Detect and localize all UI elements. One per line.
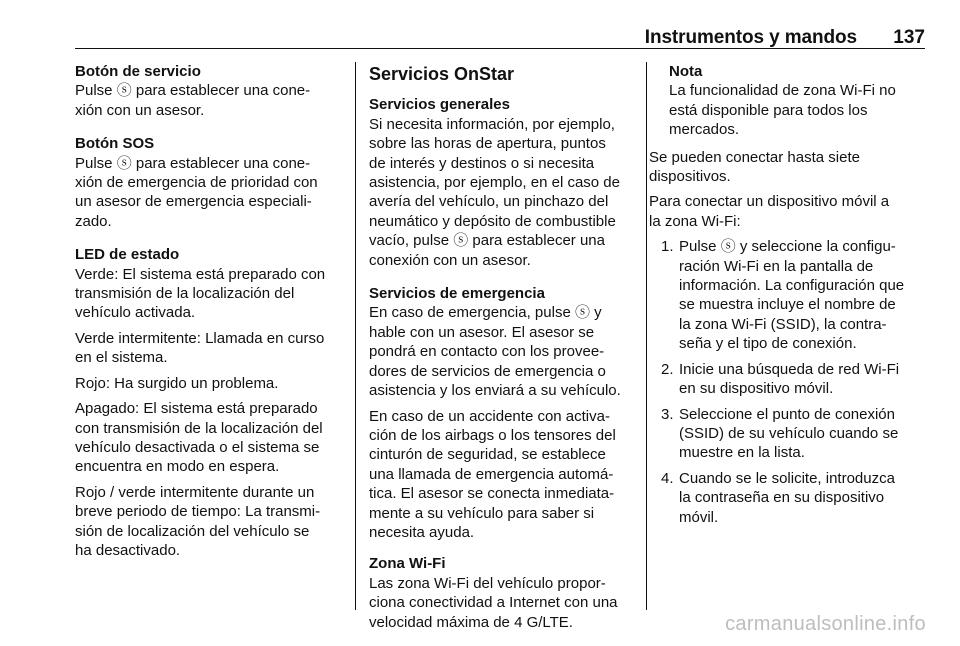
list-item (661, 237, 929, 353)
page-number: 137 (893, 27, 925, 48)
step-number: 3. (661, 405, 674, 423)
service-button-section (75, 62, 343, 120)
step-text: Pulse ⓢ y seleccione la configu- ración Wi-Fi en la pantalla de información. La configuración que se muestra incluye el nombre de la zona Wi-Fi (SSID), la contra- seña y el tipo de conexión. (679, 238, 905, 353)
column-left (75, 62, 343, 566)
led-red-text: Rojo: Ha surgido un problema. (75, 374, 279, 392)
emergency-accident-text: En caso de un accidente con activa- ción de los airbags o los tensores del cinturón de seguridad, se establece una llamada de emergencia automá- tica. El asesor se conecta inmediata- mente a su vehículo para saber si necesita ayuda. (369, 407, 616, 541)
devices-limit-text: Se pueden conectar hasta siete dispositivos. (649, 148, 860, 186)
list-item (661, 469, 929, 527)
sos-button-text: Pulse ⓢ para establecer una cone- xión de emergencia de prioridad con un asesor de emergencia especiali- zado. (75, 154, 318, 230)
status-led-heading: LED de estado (75, 246, 180, 264)
service-button-heading: Botón de servicio (75, 63, 201, 80)
led-green-blinking-text: Verde intermitente: Llamada en curso en el sistema. (75, 329, 325, 367)
wifi-heading: Zona Wi-Fi (369, 555, 446, 573)
step-text: Inicie una búsqueda de red Wi-Fi en su dispositivo móvil. (679, 360, 900, 398)
connect-intro-text: Para conectar un dispositivo móvil a la zona Wi-Fi: (649, 193, 890, 230)
column-right (649, 62, 929, 533)
step-text: Seleccione el punto de conexión (SSID) de su vehículo cuando se muestre en la lista. (679, 405, 899, 462)
emergency-services-text: En caso de emergencia, pulse ⓢ y hable con un asesor. El asesor se pondrá en contacto con los provee- dores de servicios de emergencia o asistencia y los enviará a su vehículo. (369, 304, 621, 400)
wifi-text: Las zona Wi-Fi del vehículo propor- ciona conectividad a Internet con una velocidad máxima de 4 G/LTE. (369, 574, 618, 631)
note-text: La funcionalidad de zona Wi-Fi no está disponible para todos los mercados. (669, 82, 896, 139)
watermark-text: carmanualsonline.info (725, 613, 926, 635)
column-divider-1 (355, 62, 356, 610)
led-off-text: Apagado: El sistema está preparado con transmisión de la localización del vehículo desactivada o el sistema se encuentra en modo en espera. (75, 400, 323, 476)
onstar-section-title: Servicios OnStar (369, 64, 515, 84)
note-heading: Nota (669, 63, 703, 80)
list-item (661, 360, 929, 399)
emergency-services-section (369, 284, 637, 542)
emergency-services-heading: Servicios de emergencia (369, 285, 545, 303)
connection-steps-list (649, 237, 929, 527)
general-services-section (369, 95, 637, 270)
column-divider-2 (646, 62, 647, 610)
led-green-text: Verde: El sistema está preparado con transmisión de la localización del vehículo activada. (75, 265, 326, 322)
general-services-heading: Servicios generales (369, 96, 510, 114)
service-button-text: Pulse ⓢ para establecer una cone- xión con un asesor. (75, 82, 311, 119)
column-middle (369, 62, 637, 646)
sos-button-heading: Botón SOS (75, 135, 155, 153)
page-header (75, 0, 925, 49)
note-box (649, 62, 929, 140)
page-title: Instrumentos y mandos (644, 27, 857, 48)
wifi-section (369, 554, 637, 632)
list-item (661, 405, 929, 463)
step-text: Cuando se le solicite, introduzca la contraseña en su dispositivo móvil. (679, 469, 895, 526)
step-number: 4. (661, 469, 674, 487)
led-red-green-text: Rojo / verde intermitente durante un breve periodo de tiempo: La transmi- sión de localización del vehículo se ha desactivado. (75, 483, 321, 559)
step-number: 2. (661, 360, 674, 378)
status-led-section (75, 245, 343, 560)
sos-button-section (75, 134, 343, 231)
step-number: 1. (661, 238, 674, 256)
header-divider (75, 48, 925, 49)
general-services-text: Si necesita información, por ejemplo, sobre las horas de apertura, puntos de interés y destinos o si necesita asistencia, por ejemplo, en el caso de avería del vehículo, un pinchazo del neumático y depósito de combustible vacío, pulse ⓢ para establecer una conexión con un asesor. (369, 115, 620, 269)
